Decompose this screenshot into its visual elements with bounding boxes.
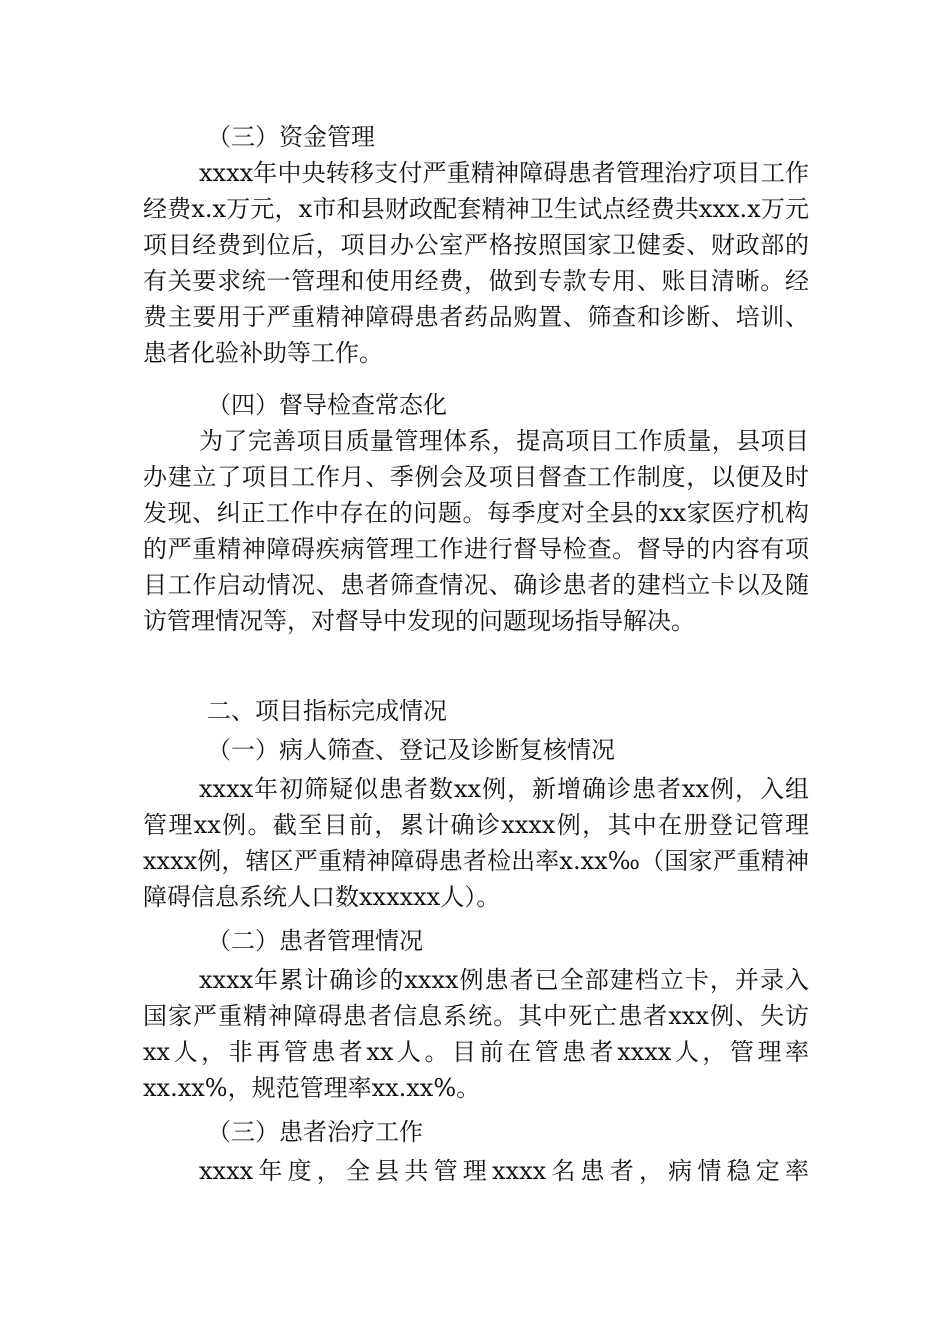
section-heading-supervision: （四）督导检查常态化	[207, 391, 447, 419]
section-heading-treatment: （三）患者治疗工作	[207, 1118, 423, 1146]
section-heading-indicators: 二、项目指标完成情况	[207, 697, 447, 725]
paragraph-patient-management: xxxx年累计确诊的xxxx例患者已全部建档立卡，并录入国家严重精神障碍患者信息系统。其中死亡患者xxx例、失访xx人，非再管患者xx人。目前在管患者xxxx人，管理率xx.xx%，规范管理率xx.xx%。	[143, 966, 809, 1102]
paragraph-fund-management: xxxx年中央转移支付严重精神障碍患者管理治疗项目工作经费x.x万元，x市和县财政配套精神卫生试点经费共xxx.x万元项目经费到位后，项目办公室严格按照国家卫健委、财政部的有关要求统一管理和使用经费，做到专款专用、账目清晰。经费主要用于严重精神障碍患者药品购置、筛查和诊断、培训、患者化验补助等工作。	[143, 159, 809, 367]
section-heading-patient-management: （二）患者管理情况	[207, 927, 423, 955]
paragraph-treatment: xxxx年度，全县共管理xxxx名患者，病情稳定率	[199, 1157, 809, 1185]
paragraph-screening: xxxx年初筛疑似患者数xx例，新增确诊患者xx例，入组管理xx例。截至目前，累计确诊xxxx例，其中在册登记管理xxxx例，辖区严重精神障碍患者检出率x.xx‰（国家严重精神障碍信息系统人口数xxxxxx人）。	[143, 775, 809, 911]
paragraph-supervision: 为了完善项目质量管理体系，提高项目工作质量，县项目办建立了项目工作月、季例会及项目督查工作制度，以便及时发现、纠正工作中存在的问题。每季度对全县的xx家医疗机构的严重精神障碍疾病管理工作进行督导检查。督导的内容有项目工作启动情况、患者筛查情况、确诊患者的建档立卡以及随访管理情况等，对督导中发现的问题现场指导解决。	[143, 427, 809, 635]
section-heading-screening: （一）病人筛查、登记及诊断复核情况	[207, 736, 615, 764]
section-heading-fund-management: （三）资金管理	[207, 123, 375, 151]
